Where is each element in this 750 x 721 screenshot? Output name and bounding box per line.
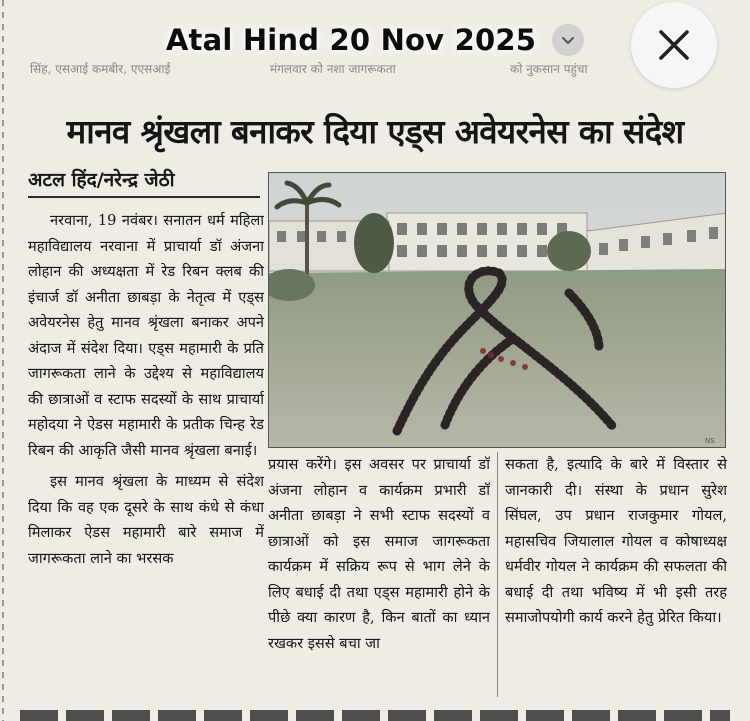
- neighbor-text-left: सिंह, एसआई कमबीर, एएसआई: [30, 62, 171, 76]
- article-paragraph-2: इस मानव श्रृंखला के माध्यम से संदेश दिया कि वह एक दूसरे के साथ कंधे से कंधा मिलाकर ऐडस महामारी बारे समाज में जागरूकता लाने का भरसक: [28, 473, 264, 567]
- neighbor-text-right: को नुकसान पहुंचा: [510, 62, 588, 76]
- neighbor-text-middle: मंगलवार को नशा जागरूकता: [270, 62, 396, 76]
- article-photo: [268, 172, 726, 448]
- viewer-title-bar[interactable]: [150, 6, 600, 74]
- article-column-2: प्रयास करेंगे। इस अवसर पर प्राचार्या डॉ अंजना लोहान व कार्यक्रम प्रभारी डॉ अनीता छाबड़ा ने सभी स्टाफ सदस्यों व छात्राओं को इस समाज जागरूकता कार्यक्रम में सक्रिय रूप से भाग लेने के लिए बधाई दी तथा एड्स महामारी होने के पीछे क्या कारण है, किन बातों का ध्यान रखकर इससे बचा जा: [268, 456, 490, 652]
- next-headline-cutoff: [20, 710, 730, 721]
- article-paragraph-1: नरवाना, 19 नवंबर। सनातन धर्म महिला महाविद्यालय नरवाना में प्राचार्या डॉ अंजना लोहान की अध्यक्षता में रेड रिबन क्लब की इंचार्ज डॉ अनीता छाबड़ा के नेतृत्व में एड्स अवेयरनेस हेतु मानव श्रृंखला बनाकर अपने अंदाज में संदेश दिया। एड्स महामारी के प्रति जागरूकता लाने के उद्देश्य से महाविद्यालय की छात्राओं व स्टाफ सदस्यों के साथ प्राचार्या महोदया ने ऐडस महामारी के प्रतीक चिन्ह रेड रिबन की आकृति जैसी मानव श्रृंखला बनाई।: [28, 212, 264, 459]
- chevron-down-icon[interactable]: [552, 24, 584, 56]
- column-fold-rule: [2, 0, 4, 721]
- viewer-title[interactable]: Atal Hind 20 Nov 2025: [165, 23, 537, 57]
- article-column-1: [28, 208, 264, 708]
- article-column-3: सकता है, इत्यादि के बारे में विस्तार से जानकारी दी। संस्था के प्रधान सुरेश सिंघल, उप प्रधान राजकुमार गोयल, महासचिव जियालाल गोयल व कोषाध्यक्ष धर्मवीर गोयल ने कार्यक्रम की सफलता की बधाई दी तथा भविष्य में भी इसी तरह समाजोपयोगी कार्य करने हेतु प्रेरित किया।: [505, 456, 727, 626]
- svg-text:NS: NS: [705, 437, 715, 445]
- red-ribbon-human-chain-photo: [269, 173, 726, 448]
- close-icon: [655, 26, 693, 64]
- article-byline: अटल हिंद/नरेन्द्र जेठी: [28, 166, 260, 198]
- column-divider: [497, 452, 498, 697]
- article-headline: मानव श्रृंखला बनाकर दिया एड्स अवेयरनेस का संदेश: [66, 112, 684, 151]
- close-button[interactable]: [631, 2, 717, 88]
